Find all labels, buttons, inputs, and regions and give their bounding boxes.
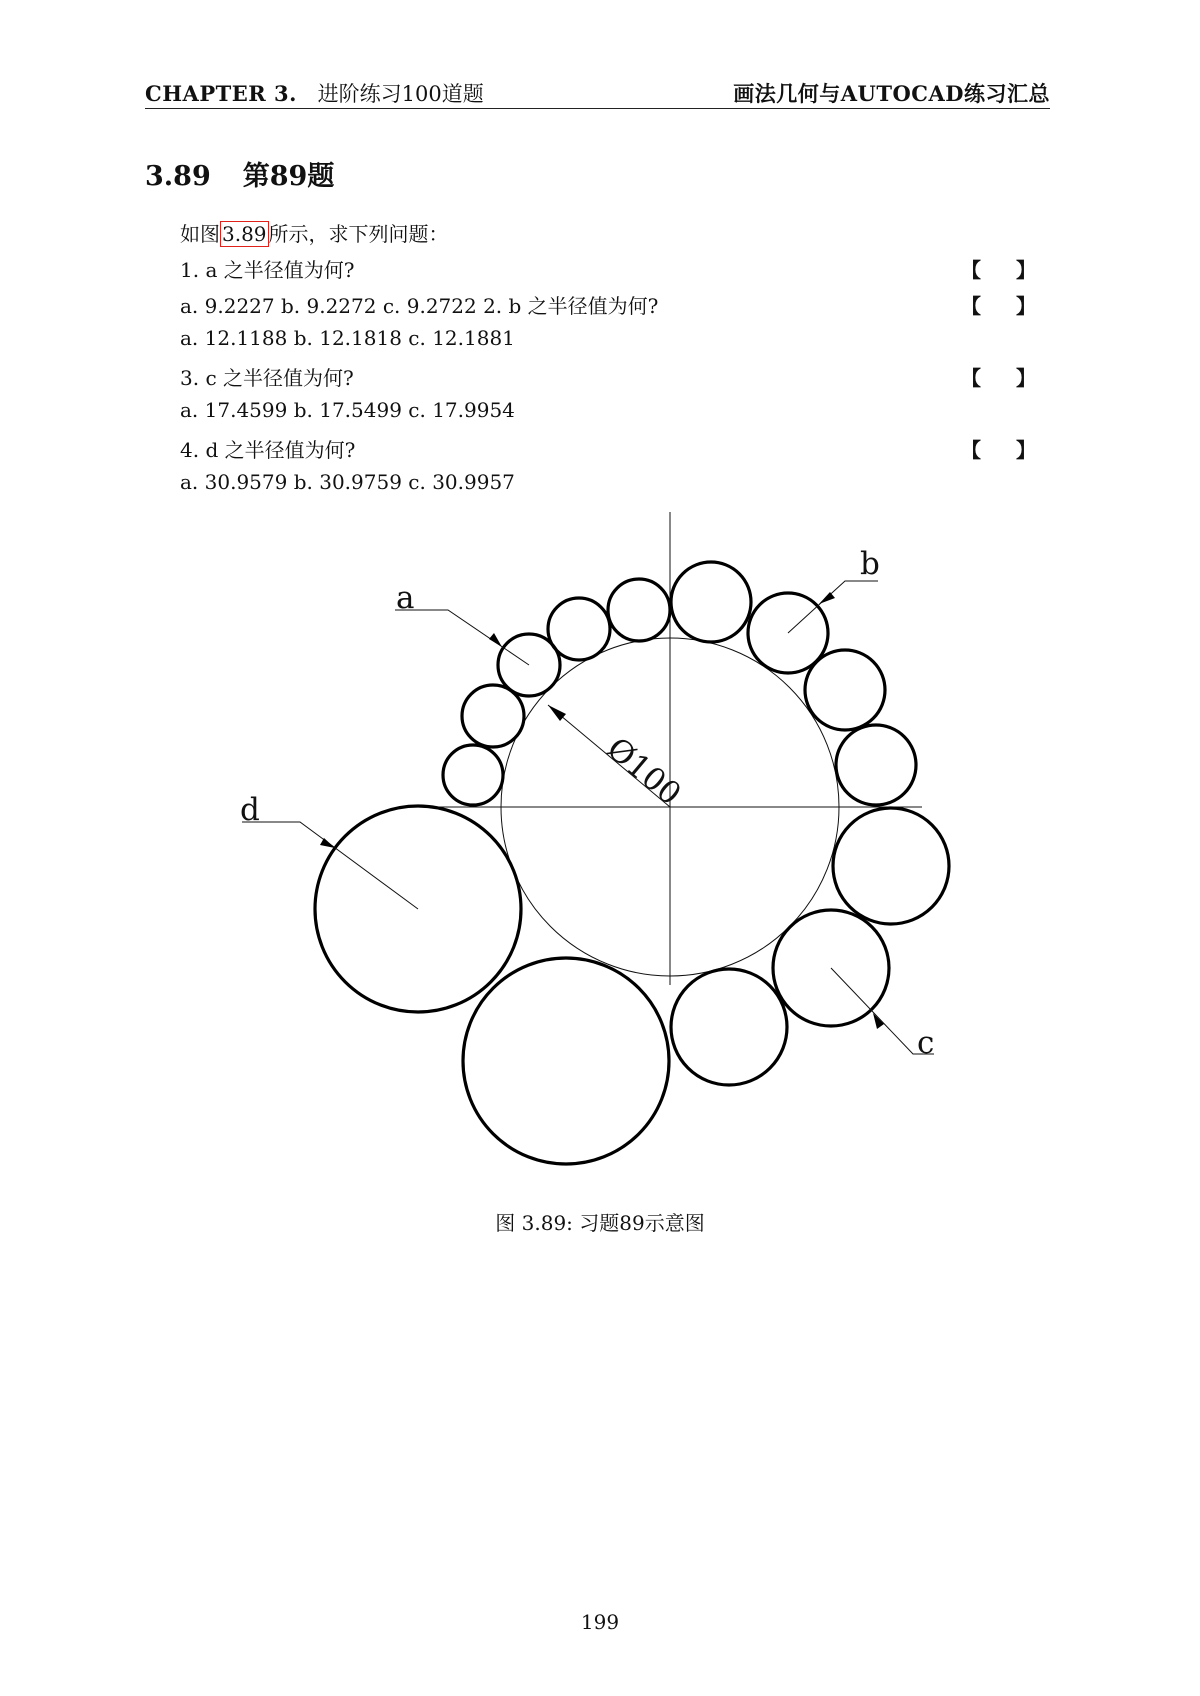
figure-caption: 图 3.89: 习题89示意图 — [495, 1211, 705, 1235]
arrowhead-d — [320, 838, 335, 848]
label-a: a — [396, 580, 415, 616]
tangent-circle — [671, 562, 751, 642]
question-1: 1. a 之半径值为何? — [180, 258, 355, 282]
question-2-options: a. 12.1188 b. 12.1818 c. 12.1881 — [180, 326, 515, 350]
tangent-circle — [608, 579, 670, 641]
question-4-options: a. 30.9579 b. 30.9759 c. 30.9957 — [180, 470, 515, 494]
question-1-options: a. 9.2227 b. 9.2272 c. 9.2722 2. b 之半径值为何? — [180, 294, 659, 318]
arrowhead-b — [819, 592, 835, 604]
question-4: 4. d 之半径值为何? — [180, 438, 356, 462]
intro-prefix: 如图 — [180, 222, 220, 246]
answer-bracket-2: 【 】 — [961, 294, 1050, 318]
arrowhead-dimension — [548, 705, 566, 721]
answer-bracket-4: 【 】 — [961, 438, 1050, 462]
tangent-circle — [463, 958, 669, 1164]
geometry-figure — [0, 500, 1200, 1200]
tangent-circle — [462, 685, 524, 747]
tangent-circle — [833, 808, 949, 924]
chapter-label: CHAPTER 3. — [145, 81, 297, 106]
figure-ref-link[interactable]: 3.89 — [222, 222, 267, 246]
label-b: b — [860, 546, 880, 582]
intro-suffix: 所示，求下列问题： — [268, 222, 449, 246]
tangent-circle — [443, 745, 503, 805]
tangent-circle — [805, 650, 885, 730]
section-number: 3.89 — [145, 161, 211, 192]
leader-d — [242, 822, 418, 909]
tangent-circle — [836, 725, 916, 805]
page-number: 199 — [580, 1610, 620, 1634]
section-heading — [145, 154, 334, 193]
question-3: 3. c 之半径值为何? — [180, 366, 354, 390]
tangent-circle — [671, 969, 787, 1085]
label-c: c — [917, 1025, 935, 1061]
label-d: d — [240, 792, 260, 828]
answer-bracket-3: 【 】 — [961, 366, 1050, 390]
answer-bracket-1: 【 】 — [961, 258, 1050, 282]
chapter-title: 进阶练习100道题 — [317, 82, 484, 106]
question-3-options: a. 17.4599 b. 17.5499 c. 17.9954 — [180, 398, 515, 422]
arrowhead-a — [489, 633, 502, 647]
tangent-circle — [548, 598, 610, 660]
page-header — [145, 74, 1050, 109]
intro-line — [180, 218, 449, 246]
header-chapter — [145, 78, 484, 108]
dimension-label: Ø100 — [599, 730, 688, 813]
leader-b — [788, 581, 878, 633]
arrowhead-c — [873, 1013, 884, 1029]
section-title: 第89题 — [242, 161, 335, 192]
leader-a — [395, 610, 529, 665]
book-title: 画法几何与AUTOCAD练习汇总 — [733, 81, 1050, 106]
